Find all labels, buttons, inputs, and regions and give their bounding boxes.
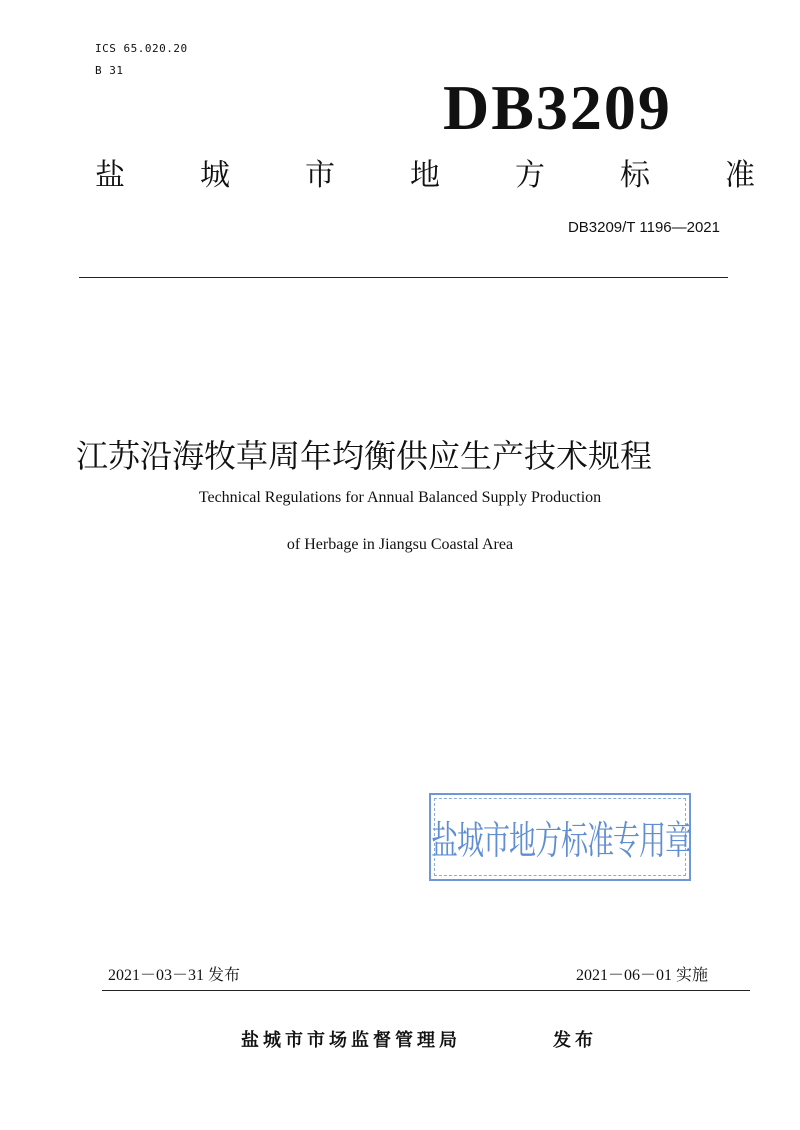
standard-type-char: 城	[200, 158, 230, 193]
standard-type-char: 地	[410, 158, 440, 193]
standard-type-char: 盐	[95, 158, 125, 193]
standard-type-char: 准	[725, 158, 755, 193]
english-title-line1: Technical Regulations for Annual Balanced Supply Production	[198, 489, 602, 506]
header-divider	[79, 277, 728, 278]
standard-type-char: 方	[515, 158, 545, 193]
english-title-line2: of Herbage in Jiangsu Coastal Area	[286, 536, 514, 553]
official-seal-stamp	[429, 793, 691, 881]
standard-number: DB3209/T 1196—2021	[567, 219, 720, 236]
db-code: DB3209	[443, 72, 672, 143]
chinese-title: 江苏沿海牧草周年均衡供应生产技术规程	[76, 437, 653, 475]
issue-date: 2021－03－31 发布	[108, 967, 241, 984]
standard-type-heading	[95, 156, 755, 196]
ics-code: ICS 65.020.20	[95, 42, 188, 55]
footer-divider	[102, 990, 750, 991]
standard-type-char: 市	[305, 158, 335, 193]
stamp-text: 盐城市地方标准专用章	[431, 819, 691, 865]
ccs-code: B 31	[95, 64, 124, 77]
publish-label: 发布	[553, 1030, 597, 1051]
implement-date: 2021－06－01 实施	[575, 967, 708, 984]
issuing-authority: 盐城市市场监督管理局	[241, 1030, 461, 1051]
standard-type-char: 标	[620, 158, 650, 193]
